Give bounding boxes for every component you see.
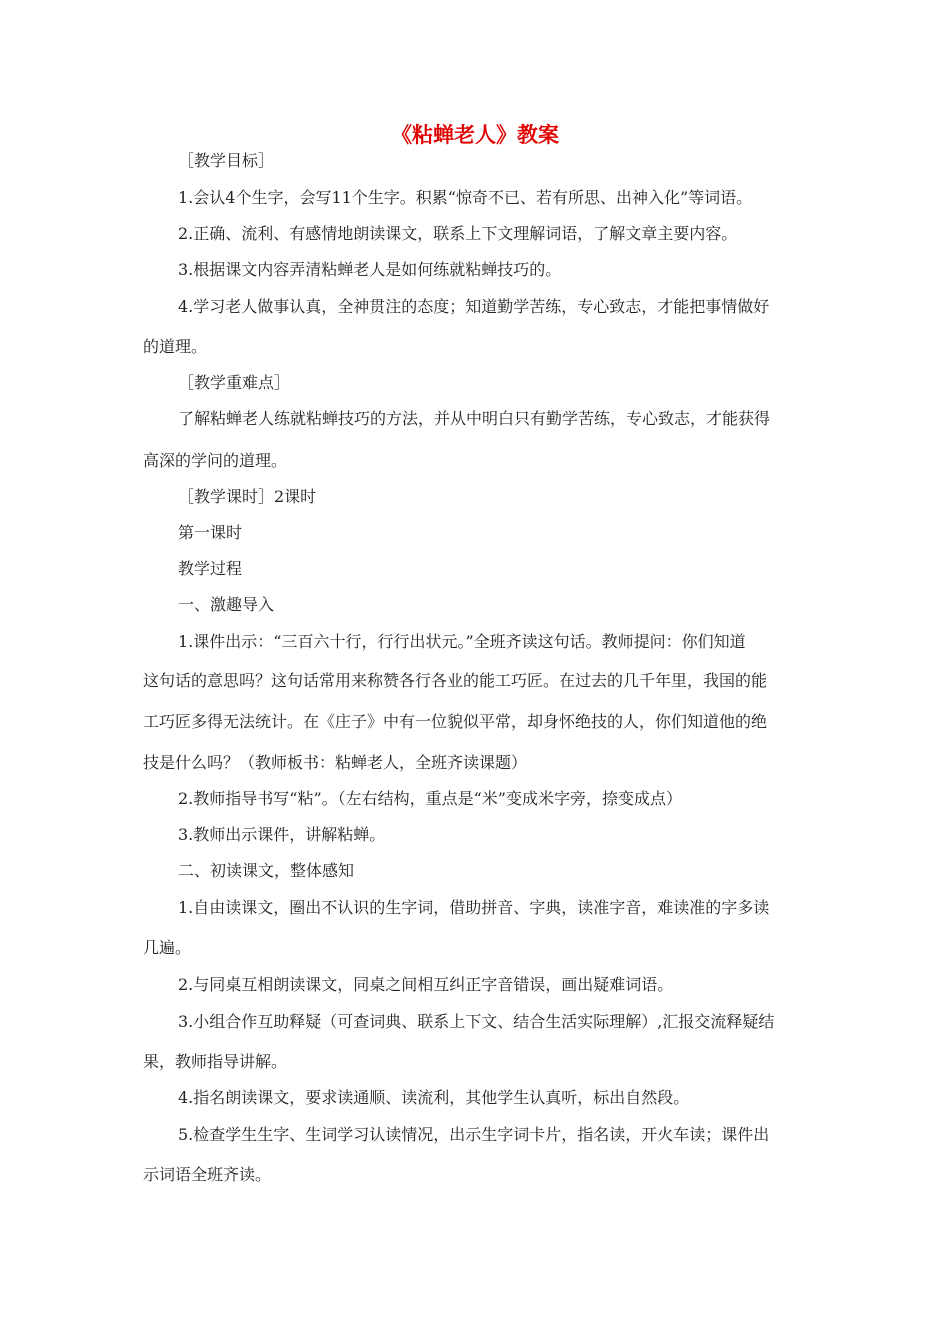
section-heading-periods: ［教学课时］2课时 [178,487,317,506]
paragraph-line: 3.小组合作互助释疑（可查词典、联系上下文、结合生活实际理解）,汇报交流释疑结 [178,1012,775,1031]
paragraph-line: 教学过程 [178,559,243,578]
paragraph-line: 第一课时 [178,523,243,542]
section-heading: 一、激趣导入 [178,595,275,614]
section-heading-objectives: ［教学目标］ [178,151,275,170]
paragraph-line: 示词语全班齐读。 [143,1165,272,1184]
paragraph-line: 这句话的意思吗？这句话常用来称赞各行各业的能工巧匠。在过去的几千年里，我国的能 [143,671,768,690]
paragraph-line: 几遍。 [143,938,192,957]
paragraph-line: 3.根据课文内容弄清粘蝉老人是如何练就粘蝉技巧的。 [178,260,562,279]
paragraph-line: 的道理。 [143,337,208,356]
paragraph-line: 2.与同桌互相朗读课文，同桌之间相互纠正字音错误，画出疑难词语。 [178,975,674,994]
paragraph-line: 2.教师指导书写“粘”。（左右结构，重点是“米”变成米字旁，捺变成点） [178,789,682,808]
paragraph-line: 技是什么吗？（教师板书：粘蝉老人，全班齐读课题） [143,753,528,772]
paragraph-line: 2.正确、流利、有感情地朗读课文，联系上下文理解词语，了解文章主要内容。 [178,224,738,243]
paragraph-line: 高深的学问的道理。 [143,451,288,470]
paragraph-line: 5.检查学生生字、生词学习认读情况，出示生字词卡片，指名读，开火车读；课件出 [178,1125,770,1144]
paragraph-line: 1.会认4个生字，会写11个生字。积累“惊奇不已、若有所思、出神入化”等词语。 [178,188,753,207]
paragraph-line: 1.课件出示：“三百六十行，行行出状元。”全班齐读这句话。教师提问：你们知道 [178,632,746,651]
paragraph-line: 工巧匠多得无法统计。在《庄子》中有一位貌似平常，却身怀绝技的人，你们知道他的绝 [143,712,768,731]
paragraph-line: 4.指名朗读课文，要求读通顺、读流利，其他学生认真听，标出自然段。 [178,1088,690,1107]
paragraph-line: 1.自由读课文，圈出不认识的生字词，借助拼音、字典，读准字音，难读准的字多读 [178,898,770,917]
section-heading: 二、初读课文，整体感知 [178,861,355,880]
paragraph-line: 3.教师出示课件，讲解粘蝉。 [178,825,386,844]
section-heading-key-points: ［教学重难点］ [178,373,291,392]
paragraph-line: 4.学习老人做事认真，全神贯注的态度；知道勤学苦练，专心致志，才能把事情做好 [178,297,770,316]
document-title: 《粘蝉老人》教案 [391,123,559,147]
paragraph-line: 果，教师指导讲解。 [143,1052,288,1071]
paragraph-line: 了解粘蝉老人练就粘蝉技巧的方法，并从中明白只有勤学苦练，专心致志，才能获得 [178,409,771,428]
